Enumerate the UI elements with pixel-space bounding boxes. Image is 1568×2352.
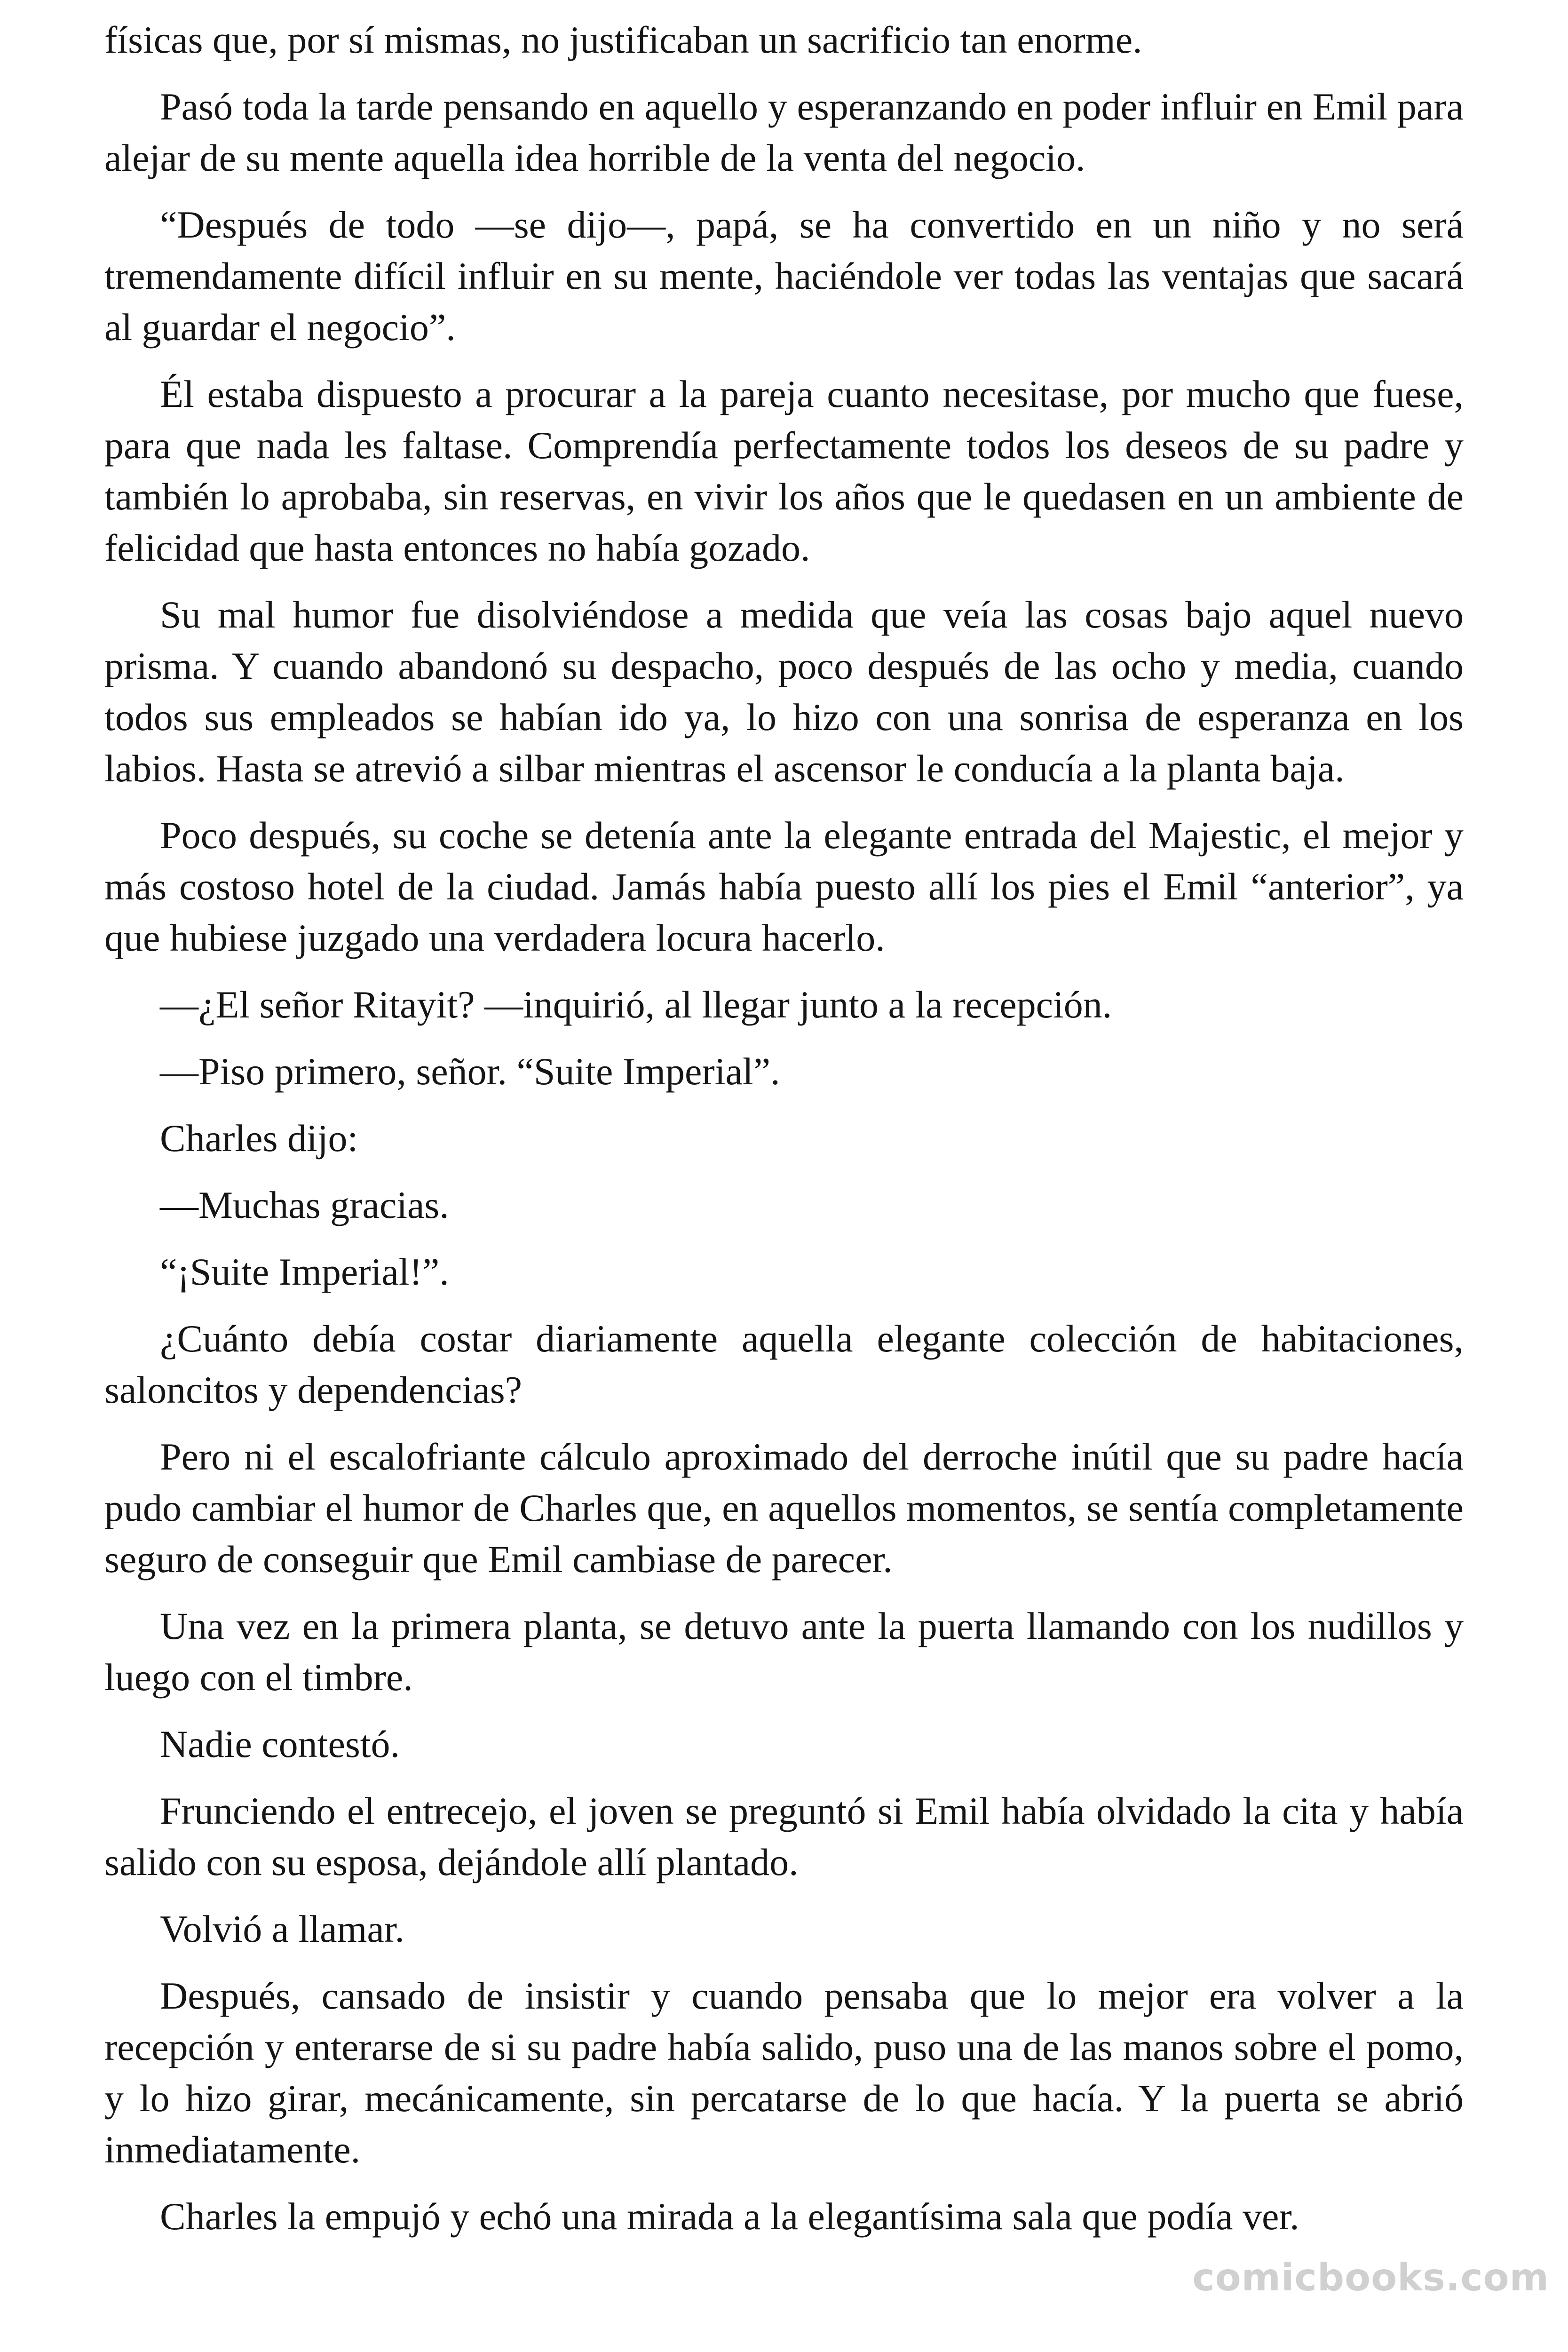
paragraph-11: “¡Suite Imperial!”. bbox=[160, 1250, 449, 1293]
paragraph-18: Después, cansado de insistir y cuando pensaba que lo mejor era volver a la recepción y enterarse de si su padre había salido, puso una de las manos sobre el pomo, y lo hizo girar, mecánicamente, sin percatarse de lo que hacía. Y la puerta se abrió inmediatamente. bbox=[104, 1974, 1464, 2171]
paragraph-14: Una vez en la primera planta, se detuvo ante la puerta llamando con los nudillos y luego con el timbre. bbox=[104, 1605, 1464, 1699]
paragraph-12: ¿Cuánto debía costar diariamente aquella elegante colección de habitaciones, saloncitos y dependencias? bbox=[104, 1317, 1464, 1411]
paragraph-9: Charles dijo: bbox=[160, 1117, 358, 1160]
paragraph-17: Volvió a llamar. bbox=[160, 1907, 405, 1950]
paragraph-19: Charles la empujó y echó una mirada a la elegantísima sala que podía ver. bbox=[160, 2195, 1299, 2238]
paragraph-7: —¿El señor Ritayit? —inquirió, al llegar junto a la recepción. bbox=[160, 983, 1112, 1026]
paragraph-6: Poco después, su coche se detenía ante la elegante entrada del Majestic, el mejor y más costoso hotel de la ciudad. Jamás había puesto allí los pies el Emil “anterior”, ya que hubiese juzgado una verdadera locura hacerlo. bbox=[104, 814, 1464, 959]
paragraph-13: Pero ni el escalofriante cálculo aproximado del derroche inútil que su padre hacía pudo cambiar el humor de Charles que, en aquellos momentos, se sentía completamente seguro de conseguir que Emil cambiase de parecer. bbox=[104, 1435, 1464, 1581]
paragraph-4: Él estaba dispuesto a procurar a la pareja cuanto necesitase, por mucho que fuese, para que nada les faltase. Comprendía perfectamente todos los deseos de su padre y también lo aprobaba, sin reservas, en vivir los años que le quedasen en un ambiente de felicidad que hasta entonces no había gozado. bbox=[104, 373, 1464, 569]
paragraph-8: —Piso primero, señor. “Suite Imperial”. bbox=[160, 1050, 780, 1093]
paragraph-10: —Muchas gracias. bbox=[160, 1184, 449, 1226]
paragraph-15: Nadie contestó. bbox=[160, 1723, 400, 1765]
watermark: comicbooks.com bbox=[1183, 2256, 1559, 2299]
paragraph-1: físicas que, por sí mismas, no justificaban un sacrificio tan enorme. bbox=[104, 18, 1142, 61]
paragraph-2: Pasó toda la tarde pensando en aquello y esperanzando en poder influir en Emil para alejar de su mente aquella idea horrible de la venta del negocio. bbox=[104, 85, 1464, 179]
paragraph-16: Frunciendo el entrecejo, el joven se preguntó si Emil había olvidado la cita y había salido con su esposa, dejándole allí plantado. bbox=[104, 1789, 1464, 1883]
body-text bbox=[104, 14, 1464, 2242]
paragraph-3: “Después de todo —se dijo—, papá, se ha convertido en un niño y no será tremendamente difícil influir en su mente, haciéndole ver todas las ventajas que sacará al guardar el negocio”. bbox=[104, 203, 1464, 349]
paragraph-5: Su mal humor fue disolviéndose a medida que veía las cosas bajo aquel nuevo prisma. Y cuando abandonó su despacho, poco después de las ocho y media, cuando todos sus empleados se habían ido ya, lo hizo con una sonrisa de esperanza en los labios. Hasta se atrevió a silbar mientras el ascensor le conducía a la planta baja. bbox=[104, 593, 1464, 790]
